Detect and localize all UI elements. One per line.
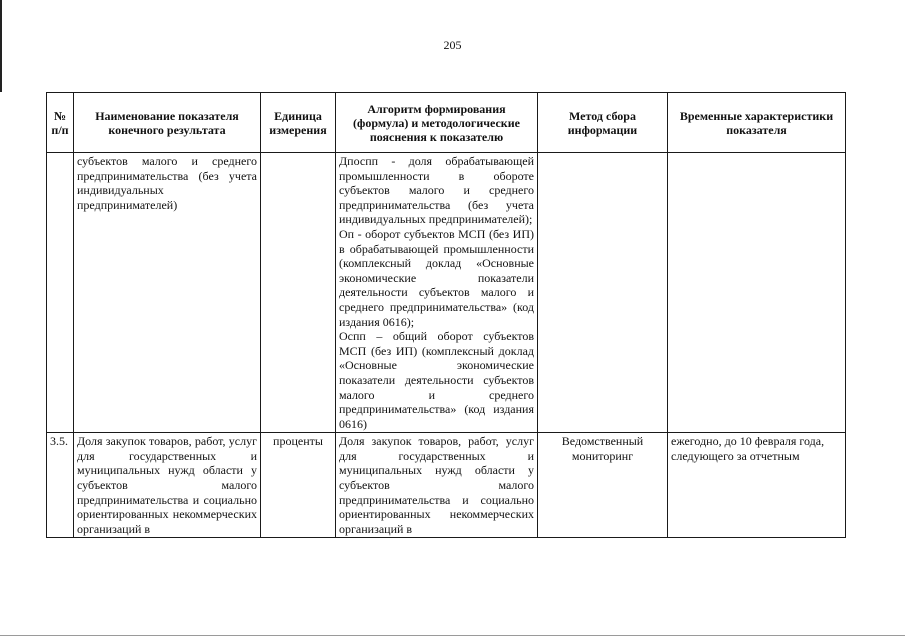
- bottom-rule: [0, 635, 905, 636]
- algorithm-paragraph: Оспп – общий оборот субъектов МСП (без ИП) (комплексный доклад «Основные экономические показатели деятельности субъектов малого и среднего предпринимательства» (код издания 0616): [339, 329, 534, 431]
- algorithm-paragraph: Дпоспп - доля обрабатывающей промышленности в обороте субъектов малого и среднего предпринимательства (без учета индивидуальных предпринимателей);: [339, 154, 534, 227]
- cell-indicator-name: субъектов малого и среднего предпринимательства (без учета индивидуальных предпринимателей): [74, 153, 261, 433]
- page-number: 205: [443, 38, 462, 52]
- indicators-table: [46, 92, 846, 538]
- header-number: № п/п: [47, 93, 74, 153]
- table-header-row: [47, 93, 846, 153]
- cell-number: 3.5.: [47, 433, 74, 538]
- header-algorithm: Алгоритм формирования (формула) и методологические пояснения к показателю: [336, 93, 538, 153]
- cell-algorithm: [336, 433, 538, 538]
- cell-time-characteristics: [668, 153, 846, 433]
- algorithm-paragraph: Доля закупок товаров, работ, услуг для государственных и муниципальных нужд области у субъектов малого предпринимательства и социально ориентированных некоммерческих организаций в: [339, 434, 534, 536]
- cell-collection-method: Ведомственный мониторинг: [538, 433, 668, 538]
- header-indicator-name: Наименование показателя конечного результата: [74, 93, 261, 153]
- cell-indicator-name: Доля закупок товаров, работ, услуг для государственных и муниципальных нужд области у субъектов малого предпринимательства и социально ориентированных некоммерческих организаций в: [74, 433, 261, 538]
- cell-unit: проценты: [261, 433, 336, 538]
- table-row: [47, 153, 846, 433]
- header-time-characteristics: Временные характеристики показателя: [668, 93, 846, 153]
- cell-collection-method: [538, 153, 668, 433]
- algorithm-paragraph: Оп - оборот субъектов МСП (без ИП) в обрабатывающей промышленности (комплексный доклад «Основные экономические показатели деятельности субъектов малого и среднего предпринимательства» (код издания 0616);: [339, 226, 534, 329]
- header-collection-method: Метод сбора информации: [538, 93, 668, 153]
- cell-unit: [261, 153, 336, 433]
- header-unit: Единица измерения: [261, 93, 336, 153]
- cell-number: [47, 153, 74, 433]
- cell-time-characteristics: ежегодно, до 10 февраля года, следующего за отчетным: [668, 433, 846, 538]
- cell-algorithm: [336, 153, 538, 433]
- table-row: [47, 433, 846, 538]
